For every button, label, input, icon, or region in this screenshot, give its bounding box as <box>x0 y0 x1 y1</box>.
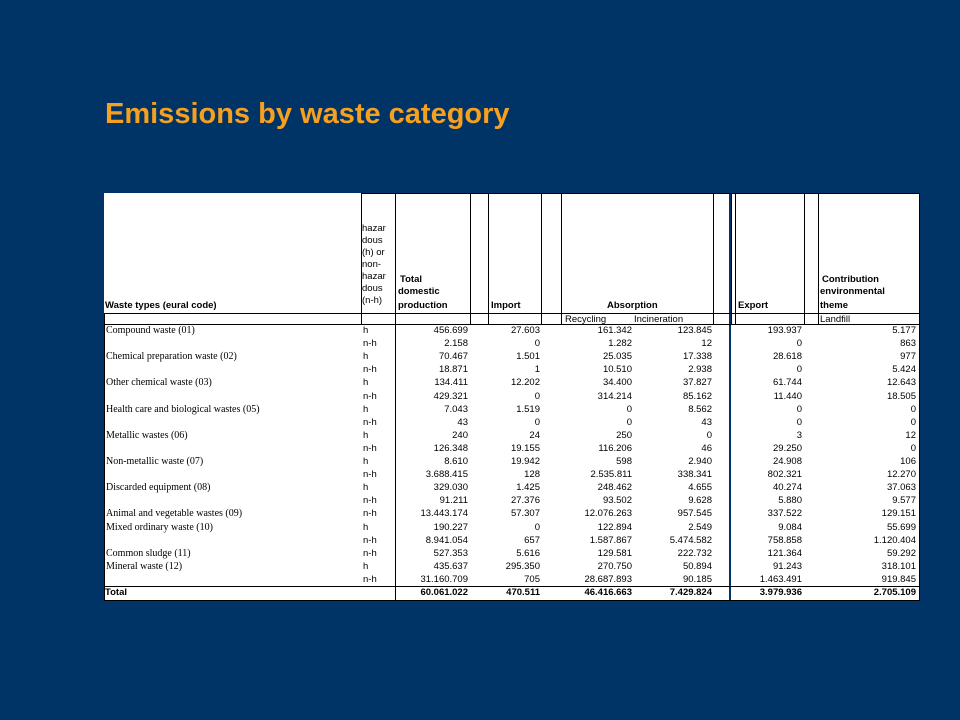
total-cell-total: 60.061.022 <box>420 587 468 598</box>
cell-incineration: 338.341 <box>677 469 712 481</box>
row-hazard-code: n-h <box>363 469 377 481</box>
header-hazard-line-1: hazar <box>362 223 386 234</box>
cell-import: 128 <box>524 469 540 481</box>
cell-total: 43 <box>457 416 468 428</box>
cell-export: 5.880 <box>778 495 802 507</box>
row-hazard-code: h <box>363 403 369 415</box>
cell-total: 2.158 <box>444 338 468 350</box>
header-total-line-1: Total <box>400 274 422 285</box>
row-label: Common sludge (11) <box>106 547 191 559</box>
cell-total: 18.871 <box>438 364 468 376</box>
cell-incineration: 43 <box>701 416 712 428</box>
total-cell-recycling: 46.416.663 <box>584 587 632 598</box>
cell-landfill: 318.101 <box>881 560 916 572</box>
cell-export: 28.618 <box>772 351 802 363</box>
cell-incineration: 4.655 <box>688 482 712 494</box>
cell-recycling: 34.400 <box>602 377 632 389</box>
cell-incineration: 2.938 <box>688 364 712 376</box>
cell-export: 337.522 <box>767 508 802 520</box>
row-hazard-code: n-h <box>363 442 377 454</box>
cell-incineration: 9.628 <box>688 495 712 507</box>
cell-landfill: 12.643 <box>886 377 916 389</box>
cell-landfill: 0 <box>910 416 916 428</box>
row-label: Non-metallic waste (07) <box>106 456 204 467</box>
cell-import: 705 <box>524 573 540 585</box>
cell-incineration: 957.545 <box>677 508 712 520</box>
cell-landfill: 12.270 <box>886 469 916 481</box>
row-hazard-code: h <box>363 482 369 494</box>
cell-total: 240 <box>452 429 468 441</box>
cell-landfill: 12 <box>905 429 916 441</box>
cell-recycling: 598 <box>616 456 632 467</box>
row-label: Metallic wastes (06) <box>106 429 188 441</box>
cell-export: 9.084 <box>778 521 802 533</box>
cell-import: 12.202 <box>510 377 540 389</box>
row-hazard-code: n-h <box>363 534 377 546</box>
cell-import: 19.155 <box>510 442 540 454</box>
cell-landfill: 5.177 <box>892 325 916 336</box>
cell-total: 70.467 <box>438 351 468 363</box>
cell-recycling: 0 <box>626 403 632 415</box>
cell-landfill: 129.151 <box>881 508 916 520</box>
cell-export: 29.250 <box>772 442 802 454</box>
cell-landfill: 0 <box>910 442 916 454</box>
cell-export: 0 <box>796 403 802 415</box>
cell-import: 1.501 <box>516 351 540 363</box>
row-hazard-code: h <box>363 456 369 467</box>
cell-export: 0 <box>796 416 802 428</box>
cell-landfill: 9.577 <box>892 495 916 507</box>
cell-landfill: 863 <box>900 338 916 350</box>
cell-export: 802.321 <box>767 469 802 481</box>
cell-incineration: 5.474.582 <box>669 534 712 546</box>
cell-import: 295.350 <box>505 560 540 572</box>
cell-landfill: 977 <box>900 351 916 363</box>
cell-export: 0 <box>796 364 802 376</box>
cell-incineration: 85.162 <box>682 390 712 402</box>
cell-incineration: 2.940 <box>688 456 712 467</box>
cell-import: 27.376 <box>510 495 540 507</box>
cell-incineration: 17.338 <box>682 351 712 363</box>
row-hazard-code: n-h <box>363 338 377 350</box>
cell-recycling: 1.282 <box>608 338 632 350</box>
cell-recycling: 28.687.893 <box>584 573 632 585</box>
cell-recycling: 1.587.867 <box>589 534 632 546</box>
cell-export: 24.908 <box>772 456 802 467</box>
cell-total: 91.211 <box>439 495 468 507</box>
header-hazard-line-6: dous <box>362 283 383 294</box>
header-hazard-line-3: (h) or <box>362 247 385 258</box>
cell-recycling: 314.214 <box>597 390 632 402</box>
header-hazard-line-7: (n-h) <box>362 295 383 306</box>
cell-recycling: 248.462 <box>597 482 632 494</box>
header-export: Export <box>738 300 769 311</box>
total-cell-landfill: 2.705.109 <box>873 587 916 598</box>
cell-recycling: 93.502 <box>602 495 632 507</box>
cell-total: 8.610 <box>444 456 468 467</box>
cell-export: 0 <box>796 338 802 350</box>
cell-import: 1.519 <box>516 403 540 415</box>
cell-landfill: 1.120.404 <box>873 534 916 546</box>
cell-export: 1.463.491 <box>759 573 802 585</box>
waste-emissions-table <box>104 193 920 601</box>
row-label: Other chemical waste (03) <box>106 377 212 389</box>
cell-import: 24 <box>529 429 540 441</box>
cell-total: 3.688.415 <box>425 469 468 481</box>
cell-landfill: 5.424 <box>892 364 916 376</box>
cell-incineration: 222.732 <box>677 547 712 559</box>
cell-export: 61.744 <box>772 377 802 389</box>
header-hazard-line-5: hazar <box>362 271 386 282</box>
cell-landfill: 0 <box>910 403 916 415</box>
cell-incineration: 46 <box>701 442 712 454</box>
cell-import: 0 <box>534 390 540 402</box>
header-contribution-line-1: Contribution <box>822 274 879 285</box>
total-row-label: Total <box>105 587 127 598</box>
cell-total: 134.411 <box>434 377 468 389</box>
cell-import: 27.603 <box>510 325 540 336</box>
cell-landfill: 106 <box>900 456 916 467</box>
cell-import: 657 <box>524 534 540 546</box>
row-label: Chemical preparation waste (02) <box>106 351 237 363</box>
row-label: Mixed ordinary waste (10) <box>106 521 213 533</box>
cell-total: 190.227 <box>433 521 468 533</box>
cell-total: 7.043 <box>444 403 468 415</box>
cell-total: 8.941.054 <box>425 534 468 546</box>
total-cell-incineration: 7.429.824 <box>669 587 712 598</box>
cell-recycling: 0 <box>626 416 632 428</box>
cell-import: 0 <box>534 338 540 350</box>
row-hazard-code: h <box>363 325 369 336</box>
cell-recycling: 122.894 <box>597 521 632 533</box>
cell-incineration: 0 <box>706 429 712 441</box>
cell-import: 57.307 <box>510 508 540 520</box>
header-total-line-2: domestic <box>398 286 440 297</box>
subheader-incineration: Incineration <box>634 314 684 325</box>
cell-recycling: 250 <box>616 429 632 441</box>
cell-landfill: 37.063 <box>886 482 916 494</box>
cell-recycling: 270.750 <box>597 560 632 572</box>
cell-recycling: 25.035 <box>602 351 632 363</box>
cell-incineration: 37.827 <box>682 377 712 389</box>
row-hazard-code: n-h <box>363 390 377 402</box>
row-hazard-code: h <box>363 429 369 441</box>
row-hazard-code: n-h <box>363 416 377 428</box>
header-contribution-line-3: theme <box>820 300 848 311</box>
header-waste-types: Waste types (eural code) <box>105 300 217 311</box>
cell-total: 126.348 <box>433 442 468 454</box>
cell-incineration: 8.562 <box>688 403 712 415</box>
cell-export: 11.440 <box>773 390 802 402</box>
cell-landfill: 55.699 <box>886 521 916 533</box>
cell-incineration: 90.185 <box>682 573 712 585</box>
cell-incineration: 50.894 <box>682 560 712 572</box>
header-total-line-3: production <box>398 300 448 311</box>
row-label: Compound waste (01) <box>106 325 195 336</box>
cell-total: 527.353 <box>433 547 468 559</box>
cell-recycling: 161.342 <box>597 325 632 336</box>
header-hazard-line-2: dous <box>362 235 383 246</box>
cell-export: 121.364 <box>767 547 802 559</box>
cell-total: 435.637 <box>433 560 468 572</box>
cell-landfill: 18.505 <box>886 390 916 402</box>
subheader-recycling: Recycling <box>565 314 607 325</box>
cell-export: 3 <box>796 429 802 441</box>
slide-title: Emissions by waste category <box>105 98 510 130</box>
cell-total: 429.321 <box>433 390 468 402</box>
cell-landfill: 59.292 <box>886 547 916 559</box>
cell-landfill: 919.845 <box>881 573 916 585</box>
cell-import: 19.942 <box>510 456 540 467</box>
cell-import: 1.425 <box>516 482 540 494</box>
cell-total: 31.160.709 <box>420 573 468 585</box>
header-contribution-line-2: environmental <box>820 286 885 297</box>
row-hazard-code: n-h <box>363 364 377 376</box>
cell-recycling: 10.510 <box>602 364 632 376</box>
cell-export: 40.274 <box>772 482 802 494</box>
row-label: Discarded equipment (08) <box>106 482 211 494</box>
cell-recycling: 12.076.263 <box>584 508 632 520</box>
row-hazard-code: h <box>363 521 369 533</box>
header-absorption: Absorption <box>607 300 658 311</box>
cell-total: 13.443.174 <box>420 508 468 520</box>
row-hazard-code: h <box>363 351 369 363</box>
row-hazard-code: h <box>363 560 369 572</box>
row-hazard-code: h <box>363 377 369 389</box>
subheader-landfill: Landfill <box>820 314 851 325</box>
cell-export: 193.937 <box>767 325 802 336</box>
cell-total: 329.030 <box>433 482 468 494</box>
cell-recycling: 2.535.811 <box>590 469 632 481</box>
cell-import: 0 <box>534 521 540 533</box>
cell-import: 5.616 <box>516 547 540 559</box>
row-hazard-code: n-h <box>363 573 377 585</box>
cell-export: 758.858 <box>767 534 802 546</box>
cell-import: 0 <box>534 416 540 428</box>
row-hazard-code: n-h <box>363 547 377 559</box>
table-body <box>104 193 920 601</box>
cell-total: 456.699 <box>433 325 468 336</box>
row-hazard-code: n-h <box>363 508 377 520</box>
cell-recycling: 116.206 <box>598 442 632 454</box>
row-hazard-code: n-h <box>363 495 377 507</box>
cell-incineration: 123.845 <box>677 325 712 336</box>
cell-incineration: 12 <box>701 338 712 350</box>
header-import: Import <box>491 300 521 311</box>
cell-import: 1 <box>534 364 540 376</box>
row-label: Animal and vegetable wastes (09) <box>106 508 243 520</box>
total-cell-import: 470.511 <box>506 587 540 598</box>
total-cell-export: 3.979.936 <box>759 587 802 598</box>
cell-recycling: 129.581 <box>597 547 632 559</box>
header-hazard-line-4: non- <box>362 259 382 270</box>
cell-export: 91.243 <box>772 560 802 572</box>
row-label: Mineral waste (12) <box>106 560 183 572</box>
row-label: Health care and biological wastes (05) <box>106 403 260 415</box>
cell-incineration: 2.549 <box>688 521 712 533</box>
